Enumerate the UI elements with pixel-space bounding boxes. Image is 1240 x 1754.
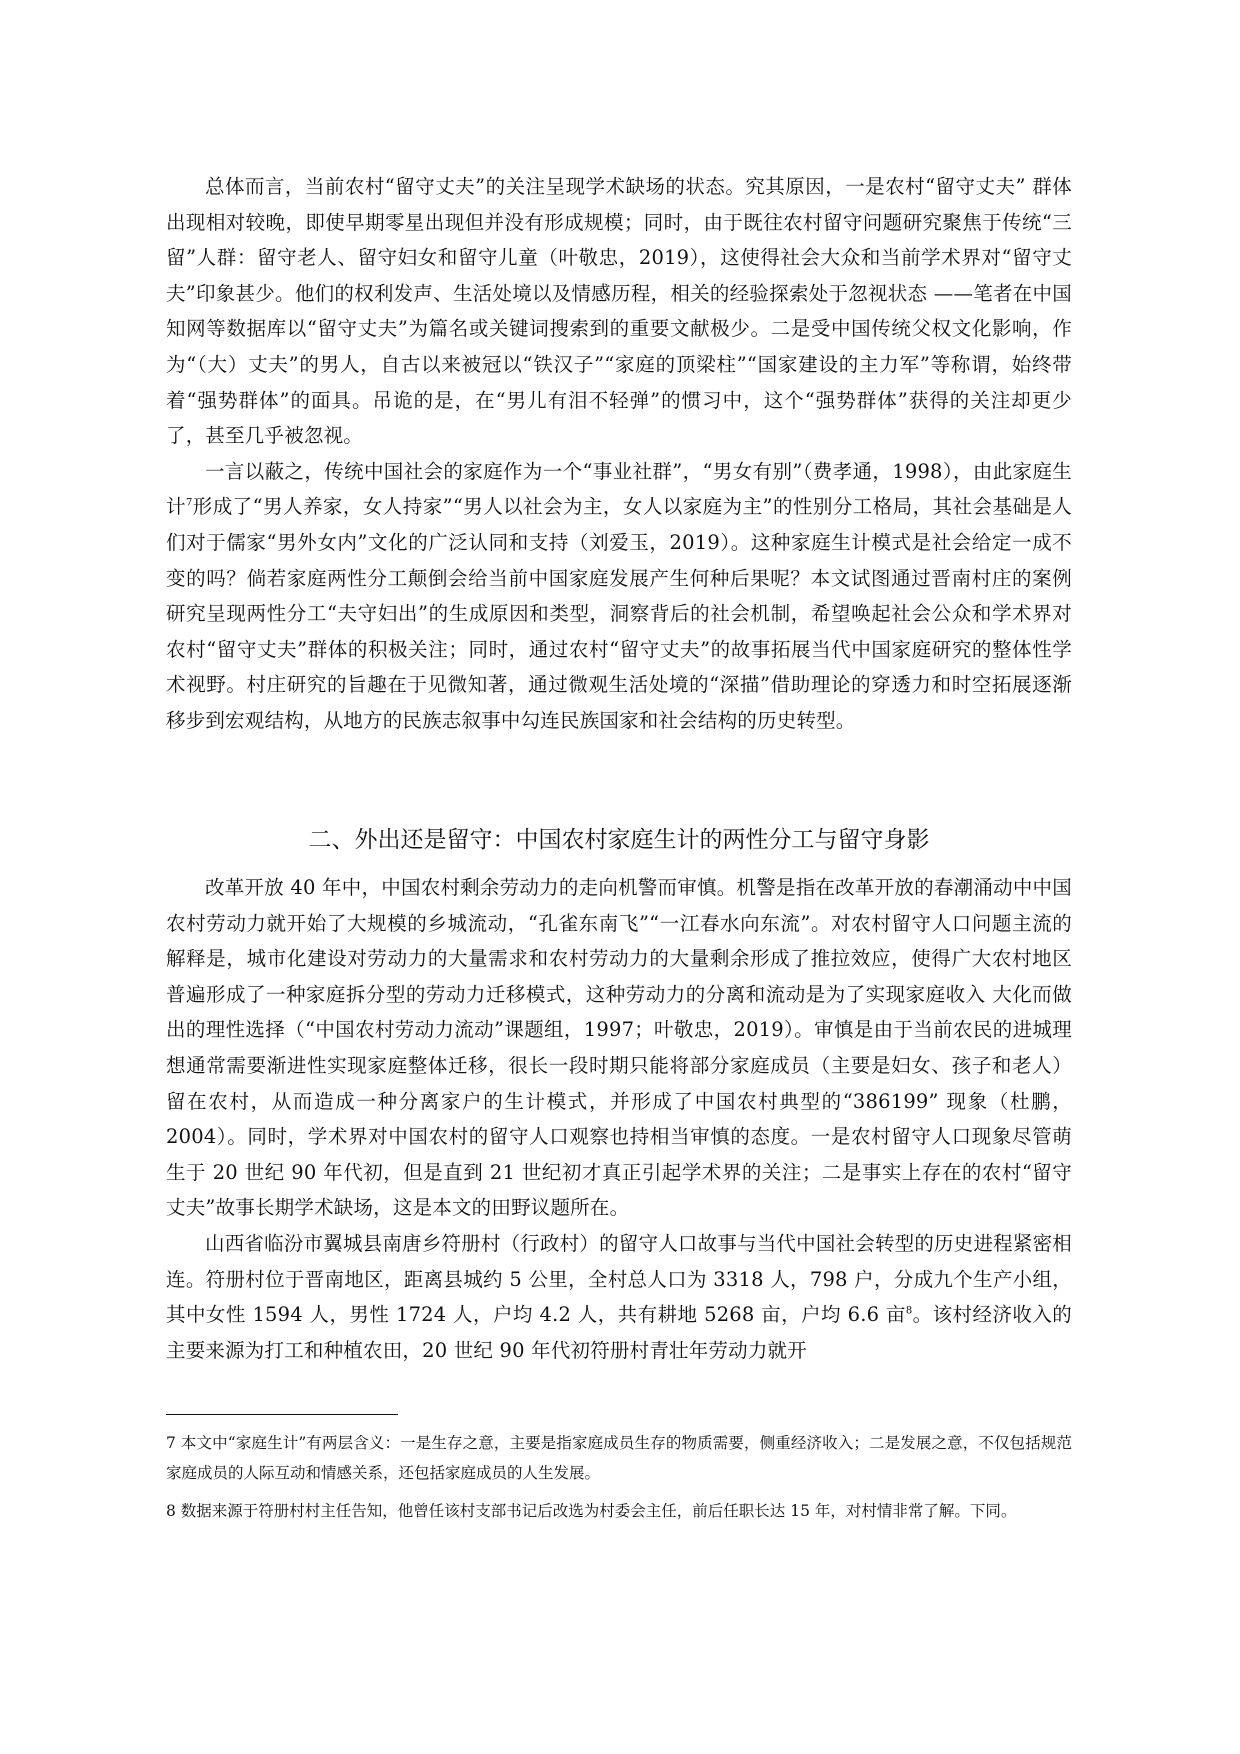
paragraph-text: 。该村经济收入的主要来源为打工和种植农田，20 世纪 90 年代初符册村青壮年劳动力就开	[166, 1303, 1072, 1362]
paragraph-text: 形成了“男人养家，女人持家”“男人以社会为主，女人以家庭为主”的性别分工格局，其社会基础是人们对于儒家“男外女内”文化的广泛认同和支持（刘爱玉，2019）。这种家庭生计模式是社会给定一成不变的吗？倘若家庭两性分工颠倒会给当前中国家庭发展产生何种后果呢？本文试图通过晋南村庄的案例研究呈现两性分工“夫守妇出”的生成原因和类型，洞察背后的社会机制，希望唤起社会公众和学术界对农村“留守丈夫”群体的积极关注；同时，通过农村“留守丈夫”的故事拓展当代中国家庭研究的整体性学术视野。村庄研究的旨趣在于见微知著，通过微观生活处境的“深描”借助理论的穿透力和时空拓展逐渐移步到宏观结构，从地方的民族志叙事中勾连民族国家和社会结构的历史转型。	[166, 495, 1073, 732]
footnote-8: 8 数据来源于符册村村主任告知，他曾任该村支部书记后改选为村委会主任，前后任职长达 15 年，对村情非常了解。下同。	[166, 1502, 1017, 1520]
paragraph	[166, 1226, 1072, 1368]
paragraph: 总体而言，当前农村“留守丈夫”的关注呈现学术缺场的状态。究其原因，一是农村“留守丈夫” 群体出现相对较晚，即使早期零星出现但并没有形成规模；同时，由于既往农村留守问题研究聚焦于传统“三留”人群：留守老人、留守妇女和留守儿童（叶敬忠，2019），这使得社会大众和当前学术界对“留守丈夫”印象甚少。他们的权利发声、生活处境以及情感历程，相关的经验探索处于忽视状态 ——笔者在中国知网等数据库以“留守丈夫”为篇名或关键词搜索到的重要文献极少。二是受中国传统父权文化影响，作为“（大）丈夫”的男人，自古以来被冠以“铁汉子”“家庭的顶梁柱”“国家建设的主力军”等称谓，始终带着“强势群体”的面具。吊诡的是，在“男儿有泪不轻弹”的惯习中，这个“强势群体”获得的关注却更少了，甚至几乎被忽视。	[166, 175, 1072, 448]
footnote-ref-7[interactable]: 7	[185, 497, 193, 509]
footnote-7: 7 本文中“家庭生计”有两层含义：一是生存之意，主要是指家庭成员生存的物质需要，侧重经济收入；二是发展之意，不仅包括规范家庭成员的人际互动和情感关系，还包括家庭成员的人生发展。	[166, 1434, 1072, 1482]
section-two-body	[166, 870, 1072, 1368]
paragraph: 改革开放 40 年中，中国农村剩余劳动力的走向机警而审慎。机警是指在改革开放的春潮涌动中中国农村劳动力就开始了大规模的乡城流动，“孔雀东南飞”“一江春水向东流”。对农村留守人口问题主流的解释是，城市化建设对劳动力的大量需求和农村劳动力的大量剩余形成了推拉效应，使得广大农村地区普遍形成了一种家庭拆分型的劳动力迁移模式，这种劳动力的分离和流动是为了实现家庭收入 大化而做出的理性选择（“中国农村劳动力流动”课题组，1997；叶敬忠，2019）。审慎是由于当前农民的进城理想通常需要渐进性实现家庭整体迁移，很长一段时期只能将部分家庭成员（主要是妇女、孩子和老人）留在农村，从而造成一种分离家户的生计模式，并形成了中国农村典型的“386199” 现象（杜鹏，2004）。同时，学术界对中国农村的留守人口观察也持相当审慎的态度。一是农村留守人口现象尽管萌生于 20 世纪 90 年代初，但是直到 21 世纪初才真正引起学术界的关注；二是事实上存在的农村“留守丈夫”故事长期学术缺场，这是本文的田野议题所在。	[166, 876, 1072, 1220]
footnote-ref-8[interactable]: 8	[905, 1305, 913, 1317]
footnote-divider	[166, 1414, 398, 1415]
paragraph-text: 山西省临汾市翼城县南唐乡符册村（行政村）的留守人口故事与当代中国社会转型的历史进程紧密相连。符册村位于晋南地区，距离县城约 5 公里，全村总人口为 3318 人，798 户，分成九个生产小组，其中女性 1594 人，男性 1724 人，户均 4.2 人，共有耕地 5268 亩，户均 6.6 亩	[166, 1231, 1072, 1327]
paragraph-text: 一言以蔽之，传统中国社会的家庭作为一个“事业社群”，“男女有别”（费孝通，1998），由此家庭生计	[166, 459, 1072, 519]
paragraph	[166, 454, 1072, 739]
section-one-body	[166, 169, 1072, 739]
footnotes	[166, 1428, 1072, 1534]
section-heading: 二、外出还是留守：中国农村家庭生计的两性分工与留守身影	[308, 827, 930, 853]
